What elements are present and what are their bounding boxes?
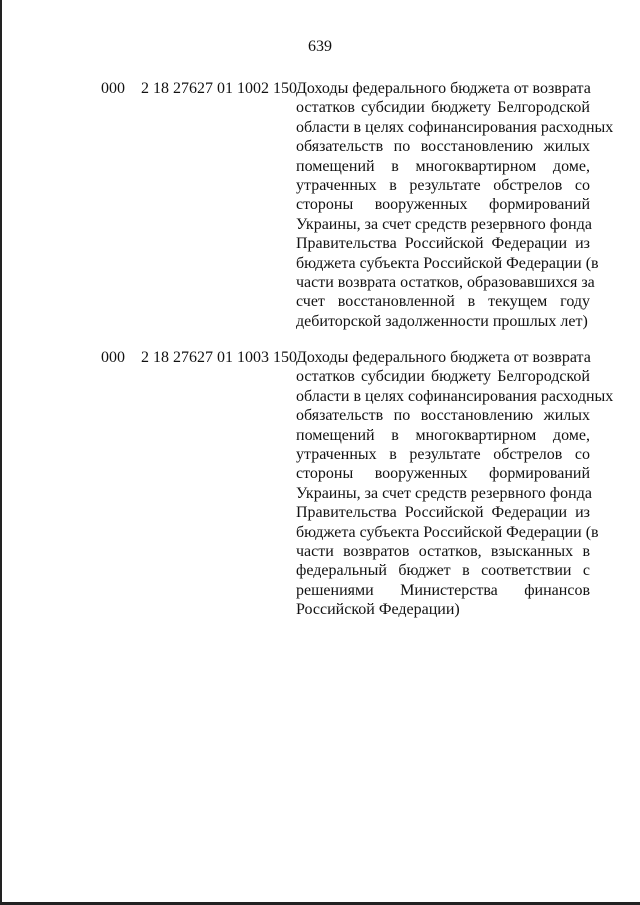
description-line: области в целях софинансирования расходных (296, 387, 614, 405)
description-line: Доходы федерального бюджета от возврата (296, 349, 591, 366)
description-line: федеральный бюджет в соответствии с (296, 562, 590, 580)
description-line: части возвратов остатков, взысканных в (296, 543, 590, 561)
page-number: 639 (308, 38, 332, 55)
description-line: утраченных в результате обстрелов со (296, 446, 590, 464)
description-line: Правительства Российской Федерации из (296, 504, 590, 522)
description-line: части возврата остатков, образовавшихся за (296, 274, 595, 292)
description-line: решениями Министерства финансов (296, 581, 590, 599)
description-line: счет восстановленной в текущем году (296, 293, 590, 311)
description-line: обязательств по восстановлению жилых (296, 138, 590, 156)
description-line: остатков субсидии бюджету Белгородской (296, 99, 590, 117)
description-line: утраченных в результате обстрелов со (296, 177, 590, 195)
description-line: Украины, за счет средств резервного фонда (296, 484, 592, 502)
budget-classification-code: 2 18 27627 01 1002 150 (141, 80, 297, 97)
admin-code: 000 (101, 80, 125, 97)
budget-classification-code: 2 18 27627 01 1003 150 (141, 349, 297, 366)
description-line: Доходы федерального бюджета от возврата (296, 80, 591, 97)
description-line: стороны вооруженных формирований (296, 465, 590, 483)
description-line: бюджета субъекта Российской Федерации (в (296, 254, 599, 272)
description-line: остатков субсидии бюджету Белгородской (296, 368, 590, 386)
description-line: обязательств по восстановлению жилых (296, 407, 590, 425)
description-line: помещений в многоквартирном доме, (296, 426, 590, 444)
description-line: дебиторской задолженности прошлых лет) (296, 312, 588, 330)
admin-code: 000 (101, 349, 125, 366)
description-line: Российской Федерации) (296, 601, 460, 619)
description-line: Правительства Российской Федерации из (296, 235, 590, 253)
description-line: стороны вооруженных формирований (296, 196, 590, 214)
description-line: бюджета субъекта Российской Федерации (в (296, 523, 599, 541)
description-line: помещений в многоквартирном доме, (296, 157, 590, 175)
description-line: Украины, за счет средств резервного фонда (296, 215, 592, 233)
income-description (296, 348, 614, 620)
income-description (296, 79, 614, 331)
description-line: области в целях софинансирования расходных (296, 118, 614, 136)
scan-left-border (0, 0, 2, 905)
